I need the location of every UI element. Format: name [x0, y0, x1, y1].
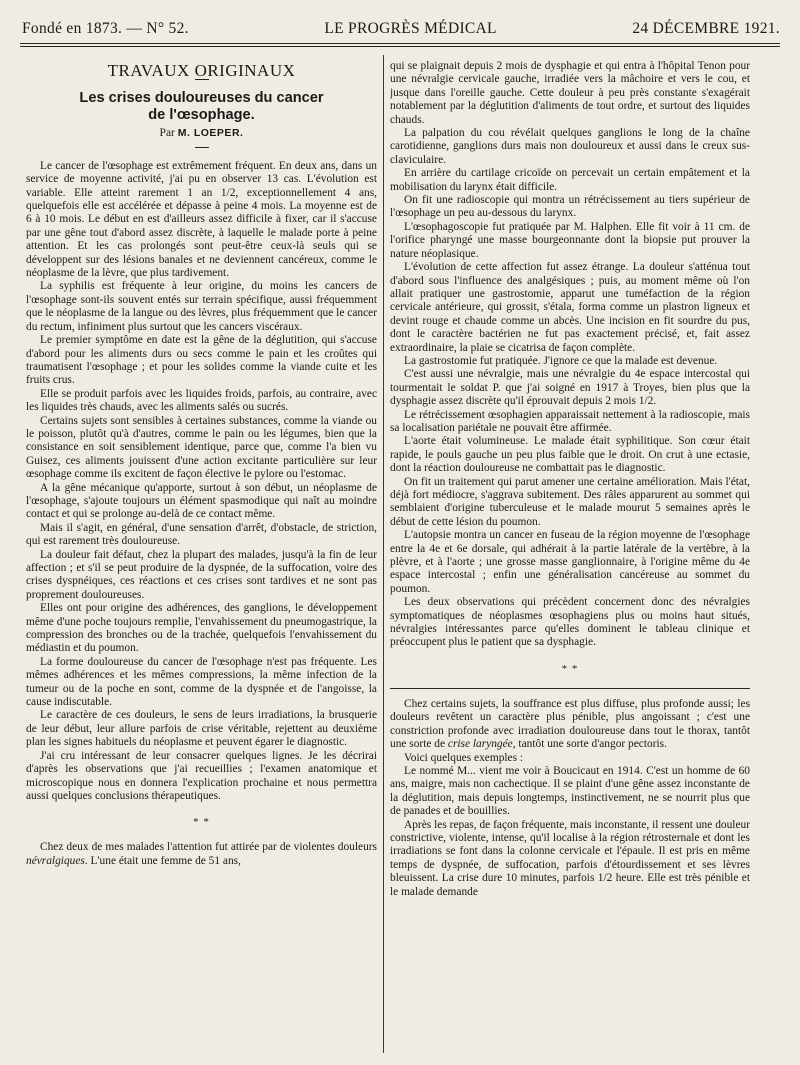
paragraph: La syphilis est fréquente à leur origine, du moins les cancers de l'œsophage sont-ils souvent entés sur terrain spécifique, aussi fréquemment que le néoplasme de la langue ou des lèvres, plus fréquemment que le cancer du rectum, infiniment plus surtout que les cancers viscéraux. — [26, 280, 377, 333]
right-column — [390, 60, 750, 1053]
paragraph: L'aorte était volumineuse. Le malade était syphilitique. Son cœur était rapide, le pouls gauche un peu plus faible que le droit. On crut à une ectasie, dont la réaction douloureuse ne combattait pas le diagnostic. — [390, 435, 750, 475]
section-title: TRAVAUX ORIGINAUX — [107, 61, 296, 80]
left-paragraphs — [26, 160, 377, 804]
paragraph: L'évolution de cette affection fut assez étrange. La douleur s'atténua tout d'abord sous l'influence des analgésiques ; puis, au moment même où l'on allait pratiquer une gastrostomie, apparut une tuméfaction de la région cervicale antérieure, qui grossit, s'étala, forma comme un plastron ligneux et devint rouge et chaude comme un abcès. Une incision en fit sourdre du pus, dont le caractère bactérien ne fut pas exactement précisé, et, fait assez extraordinaire, la plaie se cicatrisa de façon complète. — [390, 261, 750, 354]
article-title — [26, 90, 377, 124]
header-date: 24 DÉCEMBRE 1921. — [632, 20, 780, 37]
paragraph: C'est aussi une névralgie, mais une névralgie du 4e espace intercostal qui tourmentait le soldat P. que j'ai soigné en 1917 à Troyes, bien plus que la dysphagie assez discrète qu'il éprouvait depuis 2 mois 1/2. — [390, 368, 750, 408]
paragraph: Certains sujets sont sensibles à certaines substances, comme la viande ou le poisson, plutôt qu'à d'autres, comme le pain ou les légumes, bien que la consistance en soit sensiblement identique, parce que, comme l'a bien vu Guisez, ces aliments jouissent d'une action excitante particulière sur leur œsophage comme ils excitent de façon élective le pylore ou l'estomac. — [26, 414, 377, 481]
text-run: Chez deux de mes malades l'attention fut attirée par de violentes douleurs — [40, 841, 377, 854]
right-paragraphs-a — [390, 60, 750, 650]
page-header — [22, 20, 780, 42]
paragraph: J'ai cru intéressant de leur consacrer quelques lignes. Je les décrirai d'après les observations que j'ai recueillies ; l'examen anatomique et microscopique nous en donnera l'explication prochaine et nous permettra aussi quelques conclusions thérapeutiques. — [26, 749, 377, 802]
paragraph: Les deux observations qui précèdent concernent donc des névralgies symptomatiques de néoplasmes œsophagiens plus ou moins haut situés, névralgies intéressantes parce qu'elles dominent le tableau clinique et préoccupent plus le patient que sa dysphagie. — [390, 596, 750, 649]
paragraph: On fit un traitement qui parut amener une certaine amélioration. Mais l'état, déjà fort médiocre, s'aggrava subitement. Des râles apparurent au sommet qui semblaient d'origine tuberculeuse et le malade mourut 5 semaines après le début de cette lésion du poumon. — [390, 475, 750, 528]
stars-ornament: * * — [193, 816, 210, 829]
paragraph: Mais il s'agit, en général, d'une sensation d'arrêt, d'obstacle, de striction, qui est rarement très douloureuse. — [26, 521, 377, 548]
header-rule-thin — [20, 46, 780, 47]
byline-rule — [195, 147, 209, 148]
paragraph: Le nommé M... vient me voir à Boucicaut en 1914. C'est un homme de 60 ans, maigre, mais non cachectique. Il se plaint d'une gêne assez inconstante de la déglutition, mais depuis longtemps, instinctivement, ne se nourrit plus que de panades et de bouillies. — [390, 764, 750, 818]
paragraph: Le cancer de l'œsophage est extrêmement fréquent. En deux ans, dans un service de moyenne activité, j'ai pu en observer 13 cas. L'évolution est variable. Elle atteint rarement 1 an 1/2, exceptionnellement 4 ans, quelquefois elle est accélérée et dépasse à peine 4 mois. La moyenne est de 6 à 10 mois. Le début en est d'ailleurs assez difficile à fixer, car il s'accuse par une gêne tout d'abord assez discrète, à laquelle le malade porte à peine attention. Et les cas prolongés sont peut-être ceux-là seuls qui se développent sur des lésions banales et ne deviennent cancéreux, comme le néoplasme de la lèvre, que plus tardivement. — [26, 159, 377, 280]
author-name: M. LOEPER. — [177, 127, 244, 140]
left-final-paragraph — [26, 841, 377, 868]
paragraph: La douleur fait défaut, chez la plupart des malades, jusqu'à la fin de leur affection ; et s'il se peut produire de la dyspnée, de la suffocation, voire des crises dyspnéiques, ces réactions et ces crises sont tardives et ne sont pas proprement douloureuses. — [26, 548, 377, 601]
paragraph: L'autopsie montra un cancer en fuseau de la région moyenne de l'œsophage entre la 4e et 6e dorsale, qui adhérait à la partie latérale de la vertèbre, à la plèvre, et à l'aorte ; une grosse masse ganglionnaire, à l'origine même du 4e espace intercostal ; enfin une généralisation cancéreuse au sommet du poumon. — [390, 529, 750, 595]
paragraph: La forme douloureuse du cancer de l'œsophage n'est pas fréquente. Les mêmes adhérences et les mêmes compressions, la même infection de la tumeur ou de la poche en sont, comme de la dyspnée et de l'angoisse, la cause indiscutable. — [26, 655, 377, 709]
text-run: . L'une était une femme de 51 ans, — [84, 854, 241, 867]
paragraph: La gastrostomie fut pratiquée. J'ignore ce que la malade est devenue. — [404, 354, 718, 367]
byline-prefix: Par — [159, 127, 175, 140]
header-founded-issue: Fondé en 1873. — N° 52. — [22, 20, 189, 37]
section-separator — [390, 688, 750, 689]
paragraph: L'œsophagoscopie fut pratiquée par M. Halphen. Elle fit voir à 11 cm. de l'orifice pharyngé une masse bourgeonnante dont la biopsie put prouver la nature néoplasique. — [390, 220, 750, 260]
italic-term: crise laryngée — [447, 738, 513, 751]
text-run: Chez certains sujets, la souffrance est plus diffuse, plus profonde aussi; les douleurs revêtent un caractère plus pénible, plus angoissant ; c'est une constriction profonde avec irradiation douloureuse dans tout le thorax, tantôt une sorte de — [390, 697, 750, 751]
byline — [26, 127, 377, 140]
section-stars — [26, 817, 377, 827]
paragraph: Voici quelques exemples : — [404, 751, 524, 764]
article-title-line1: Les crises douloureuses du cancer — [79, 90, 324, 107]
paragraph: Après les repas, de façon fréquente, mais inconstante, il ressent une douleur constrictive, violente, intense, qu'il localise à la région rétrosternale et dont les irradiations se font dans la colonne cervicale et l'épaule. Il est pris en même temps de dyspnée, de suffocation, parfois d'étourdissement et ses lèvres bleuissent. La crise dure 10 minutes, parfois 1/2 heure. Elle est très pénible et le malade demande — [390, 818, 750, 898]
paragraph: Le caractère de ces douleurs, le sens de leurs irradiations, la brusquerie de leur début, leur allure parfois de crise véritable, rejettent au deuxième plan les signes habituels du néoplasme et peuvent égarer le diagnostic. — [26, 709, 377, 749]
right-paragraphs-b — [390, 752, 750, 899]
paragraph: En arrière du cartilage cricoïde on percevait un certain empâtement et la mobilisation du larynx était difficile. — [390, 167, 750, 193]
paragraph: Le rétrécissement œsophagien apparaissait nettement à la radioscopie, mais sa localisation pariétale ne pouvait être affirmée. — [390, 408, 750, 434]
paragraph: Elles ont pour origine des adhérences, des ganglions, le développement même d'une poche toujours remplie, l'envahissement du pneumogastrique, la compression des bronches ou de la trachée, quelquefois l'envahissement du médiastin et du poumon. — [26, 602, 377, 655]
paragraph: A la gêne mécanique qu'apporte, surtout à son début, un néoplasme de l'œsophage, s'ajoute toujours un élément spasmodique qui naît au moindre contact et qui se prolonge au-delà de ce contact même. — [26, 481, 377, 521]
paragraph: Le premier symptôme en date est la gêne de la déglutition, qui s'accuse d'abord pour les aliments durs ou secs comme le pain et les croûtes qui traumatisent l'œsophage ; et pour les solides comme la viande cuite et les fruits crus. — [26, 334, 377, 387]
section-stars-right — [390, 664, 750, 674]
header-journal-title: LE PROGRÈS MÉDICAL — [324, 20, 497, 37]
column-divider — [383, 55, 384, 1053]
paragraph: qui se plaignait depuis 2 mois de dysphagie et qui entra à l'hôpital Tenon pour une névralgie cervicale gauche, irradiée vers la mâchoire et vers le cou, et jusque dans l'oreille gauche. Cette douleur à peu près constante s'exagérait notablement par la déglutition d'aliments de tout ordre, et surtout des liquides chauds. — [390, 60, 750, 126]
header-rule — [20, 43, 780, 44]
paragraph: La palpation du cou révélait quelques ganglions le long de la chaîne carotidienne, ganglions durs mais non douloureux et aussi dans le creux sus-claviculaire. — [390, 127, 750, 166]
italic-term: névralgiques — [26, 854, 85, 867]
stars-ornament: * * — [561, 662, 579, 675]
left-column — [26, 58, 377, 1053]
text-run: , tantôt une sorte d'angor pectoris. — [512, 738, 667, 751]
article-title-line2: de l'œsophage. — [148, 107, 255, 124]
paragraph: On fit une radioscopie qui montra un rétrécissement au tiers supérieur de l'œsophage un peu au-dessous du larynx. — [390, 194, 750, 220]
paragraph: Elle se produit parfois avec les liquides froids, parfois, au contraire, avec les liquides très chauds, avec les aliments salés ou sucrés. — [26, 387, 377, 414]
right-intro-paragraph — [390, 698, 750, 752]
